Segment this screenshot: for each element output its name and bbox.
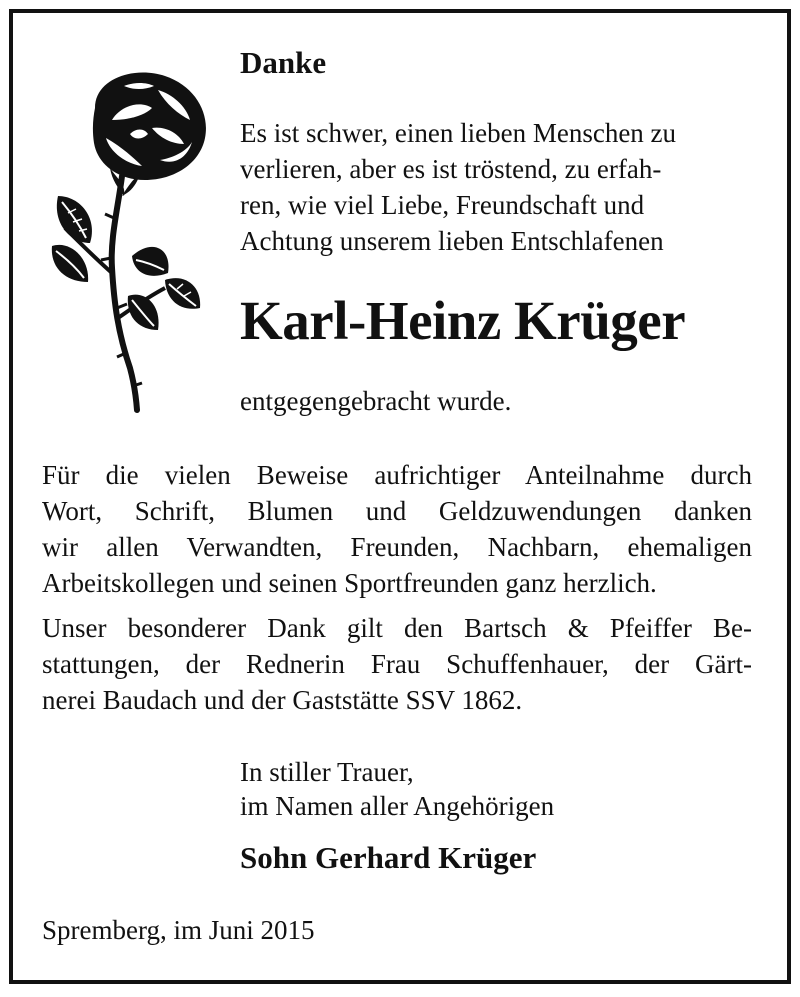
intro-line: verlieren, aber es ist tröstend, zu erfah- [240,154,662,184]
deceased-name: Karl-Heinz Krüger [240,290,686,351]
paragraph-line: Wort, Schrift, Blumen und Geldzuwendungen danken [42,496,752,526]
place-date: Spremberg, im Juni 2015 [42,915,315,945]
intro-line: ren, wie viel Liebe, Freundschaft und [240,190,645,220]
paragraph-line: stattungen, der Rednerin Frau Schuffenhauer, der Gärt- [42,649,752,679]
paragraph-line: wir allen Verwandten, Freunden, Nachbarn, ehemaligen [42,532,752,562]
paragraph-line: Unser besonderer Dank gilt den Bartsch & Pfeiffer Be- [42,613,752,643]
closing-text [240,755,554,823]
thanks-paragraph [42,457,752,601]
paragraph-line: nerei Baudach und der Gaststätte SSV 1862. [42,685,523,715]
heading: Danke [240,45,327,80]
intro-line: Achtung unserem lieben Entschlafenen [240,226,664,256]
paragraph-line: Für die vielen Beweise aufrichtiger Anteilnahme durch [42,460,752,490]
special-thanks-paragraph [42,610,752,718]
signer-name: Sohn Gerhard Krüger [240,840,537,875]
rose-icon [40,68,215,413]
intro-text [240,115,750,259]
closing-line: im Namen aller Angehörigen [240,791,555,821]
paragraph-line: Arbeitskollegen und seinen Sportfreunden ganz herzlich. [42,568,657,598]
closing-line: In stiller Trauer, [240,757,414,787]
intro-line: Es ist schwer, einen lieben Menschen zu [240,118,677,148]
after-name-text: entgegengebracht wurde. [240,386,512,416]
